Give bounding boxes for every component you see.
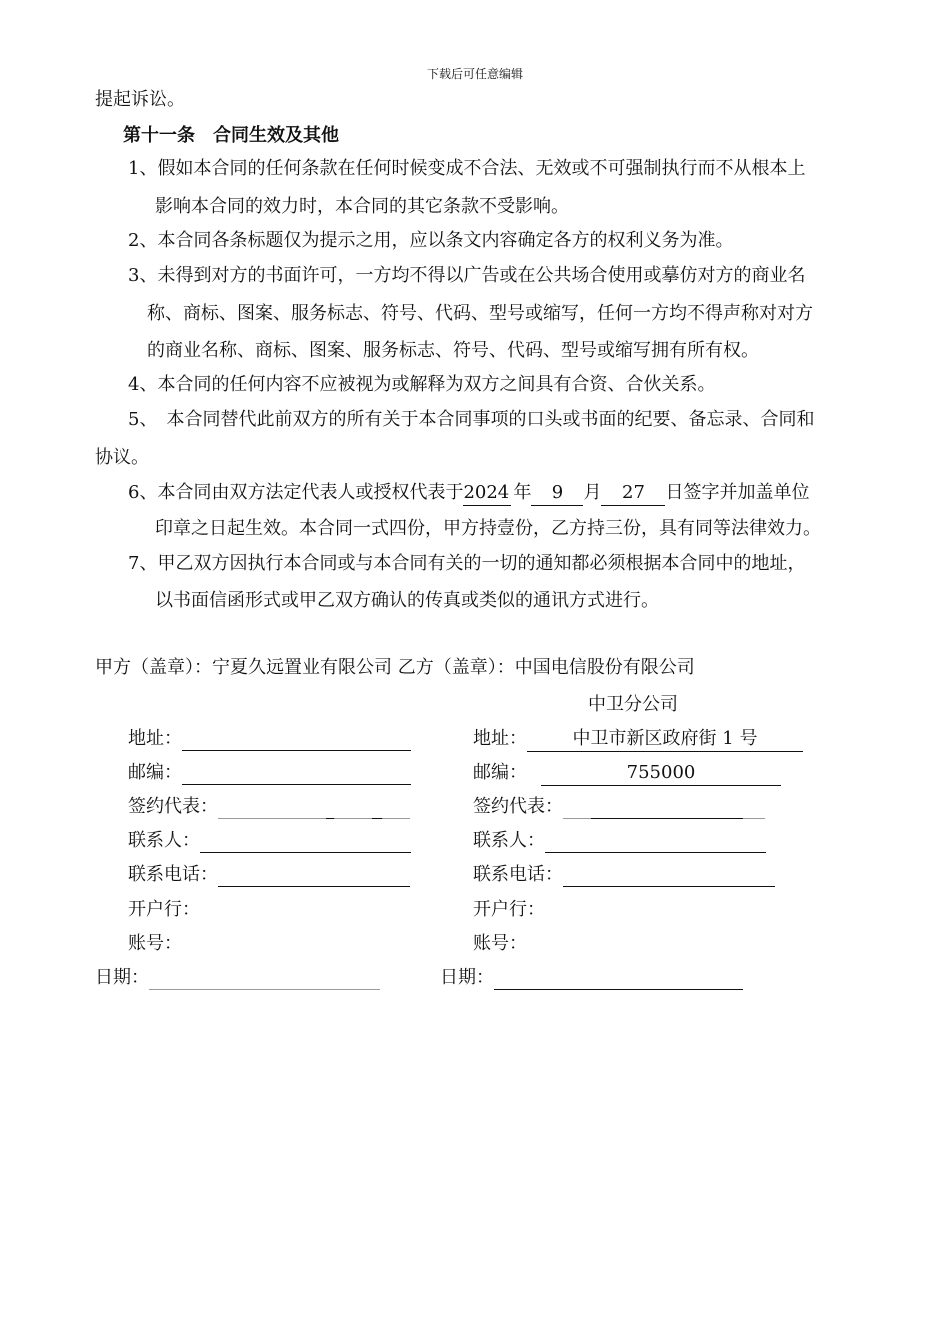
clause-6-prefix: 6、本合同由双方法定代表人或授权代表于 (128, 482, 464, 503)
carry-over-text: 提起诉讼。 (95, 89, 185, 110)
party-b-address-value: 中卫市新区政府街 1 号 (527, 727, 803, 752)
party-b-postcode-value: 755000 (541, 761, 781, 786)
party-b-rep-field[interactable] (563, 798, 765, 819)
party-b-contact-field[interactable] (545, 832, 766, 853)
month-unit: 月 (583, 482, 602, 503)
party-a-postcode-label: 邮编： (128, 762, 182, 783)
party-b-rep-label: 签约代表： (473, 796, 563, 817)
party-a-date (95, 966, 380, 990)
party-b-account-label: 账号： (473, 933, 527, 954)
party-b-date-field[interactable] (494, 969, 743, 990)
clause-7-line-2: 以书面信函形式或甲乙双方确认的传真或类似的通讯方式进行。 (155, 590, 659, 611)
clause-3-line-2: 称、商标、图案、服务标志、符号、代码、型号或缩写，任何一方均不得声称对对方 (147, 303, 813, 324)
party-b-phone (473, 863, 775, 887)
party-a-address-field[interactable] (182, 730, 411, 751)
party-b-postcode-label: 邮编： (473, 762, 527, 783)
clause-3-line-1: 3、未得到对方的书面许可，一方均不得以广告或在公共场合使用或摹仿对方的商业名 (128, 265, 806, 286)
clause-4: 4、本合同的任何内容不应被视为或解释为双方之间具有合资、合伙关系。 (128, 374, 716, 395)
party-b-name-line-2: 中卫分公司 (588, 694, 678, 715)
party-b-contact (473, 829, 766, 853)
effective-month: 9 (531, 481, 583, 506)
party-b-date (440, 966, 743, 990)
effective-year: 2024 (463, 481, 511, 506)
party-a-contact (128, 829, 411, 853)
party-a-contact-label: 联系人： (128, 830, 200, 851)
party-b-address (473, 727, 803, 752)
clause-7-line-1: 7、甲乙双方因执行本合同或与本合同有关的一切的通知都必须根据本合同中的地址， (128, 553, 806, 574)
party-b-address-label: 地址： (473, 728, 527, 749)
article-title: 第十一条 合同生效及其他 (123, 125, 339, 146)
party-a-phone-label: 联系电话： (128, 864, 218, 885)
clause-6-line-2: 印章之日起生效。本合同一式四份，甲方持壹份，乙方持三份，具有同等法律效力。 (155, 518, 821, 539)
party-b-phone-field[interactable] (563, 866, 775, 887)
party-a-bank-label: 开户行： (128, 899, 200, 920)
clause-2: 2、本合同各条标题仅为提示之用，应以条文内容确定各方的权利义务为准。 (128, 230, 734, 251)
party-a-phone (128, 863, 410, 887)
party-a-date-label: 日期： (95, 967, 149, 988)
party-a-rep-label: 签约代表： (128, 796, 218, 817)
party-a-rep-field[interactable] (218, 798, 410, 819)
party-b-phone-label: 联系电话： (473, 864, 563, 885)
parties-line: 甲方（盖章）：宁夏久远置业有限公司 乙方（盖章）：中国电信股份有限公司 (95, 657, 695, 678)
clause-5-line-2: 协议。 (95, 447, 149, 468)
clause-1-line-2: 影响本合同的效力时，本合同的其它条款不受影响。 (155, 196, 569, 217)
clause-5-line-1: 5、 本合同替代此前双方的所有关于本合同事项的口头或书面的纪要、备忘录、合同和 (128, 409, 815, 430)
party-b-contact-label: 联系人： (473, 830, 545, 851)
party-b-postcode (473, 761, 781, 786)
party-b-date-label: 日期： (440, 967, 494, 988)
party-a-postcode (128, 761, 411, 785)
party-b-bank-label: 开户行： (473, 899, 545, 920)
clause-3-line-3: 的商业名称、商标、图案、服务标志、符号、代码、型号或缩写拥有所有权。 (147, 340, 759, 361)
party-a-rep (128, 795, 410, 819)
year-unit: 年 (513, 482, 532, 503)
party-a-account-label: 账号： (128, 933, 182, 954)
header-note: 下载后可任意编辑 (426, 67, 523, 81)
party-a-address-label: 地址： (128, 728, 182, 749)
party-b-rep (473, 795, 765, 819)
clause-1-line-1: 1、假如本合同的任何条款在任何时候变成不合法、无效或不可强制执行而不从根本上 (128, 158, 806, 179)
party-a-postcode-field[interactable] (182, 764, 411, 785)
party-a-date-field[interactable] (149, 969, 380, 990)
party-a-contact-field[interactable] (200, 832, 411, 853)
party-a-address (128, 727, 411, 751)
clause-6-line-1 (128, 481, 809, 506)
party-a-phone-field[interactable] (218, 866, 410, 887)
clause-6-suffix: 日签字并加盖单位 (665, 482, 810, 503)
effective-day: 27 (601, 481, 665, 506)
